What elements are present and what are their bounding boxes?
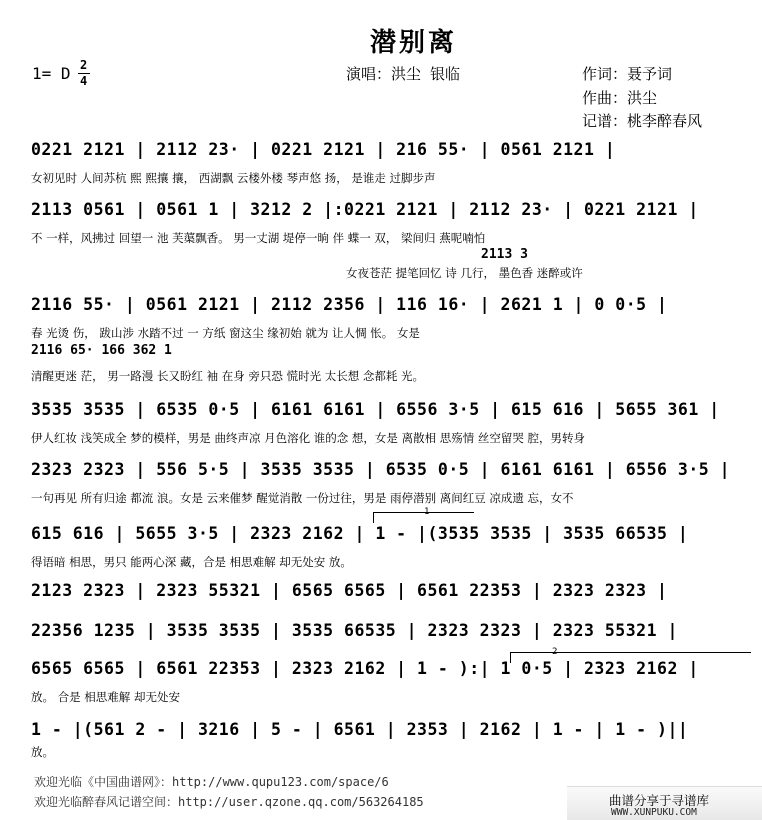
lyrics-row-6: 得语暗 相思，男只 能两心深 藏，合是 相思难解 却无处安 放。 — [31, 555, 352, 569]
score-row-9: 6565 6565 | 6561 22353 | 2323 2162 | 1 - ):| 1 0·5 | 2323 2162 | — [31, 659, 699, 678]
score-row-1: 0221 2121 | 2112 23· | 0221 2121 | 216 55· | 0561 2121 | — [31, 140, 616, 159]
lyrics-row-3: 春 光烫 伤， 跋山涉 水踏不过 一 方纸 窗这尘 缘初始 就为 让人惆 怅。 女是 — [31, 326, 420, 340]
lyrics-row-3-verse2: 清醒更迷 茫， 男一路漫 长又盼红 袖 在身 旁只恐 慌时光 太长想 念都耗 光。 — [31, 369, 425, 383]
volta-number-2: 2 — [552, 647, 558, 657]
lyrics-row-5: 一句再见 所有归途 都流 浪。女是 云来催梦 醒觉消散 一份过往，男是 雨停潜别 离间红豆 凉成遗 忘，女不 — [31, 491, 574, 505]
transcriber: 记谱：桃李醉春风 — [582, 112, 703, 130]
lyrics-row-2-verse2: 女夜苍茫 提笔回忆 诗 几行， 墨色香 迷醉或许 — [346, 266, 583, 280]
lyrics-row-2: 不 一样，风拂过 回望一 池 芙蕖飘香。 男一丈湖 堤停一晌 伴 蝶一 双， 梁间归 燕呢喃怕 — [31, 231, 486, 245]
lyrics-row-1: 女初见时 人间苏杭 熙 熙攘 攘， 西湖飘 云楼外楼 琴声悠 扬， 是谁走 过脚步声 — [31, 171, 436, 185]
time-signature-numerator: 2 — [80, 58, 88, 72]
lyrics-row-10: 放。 — [31, 745, 54, 759]
score-row-4: 3535 3535 | 6535 0·5 | 6161 6161 | 6556 3·5 | 615 616 | 5655 361 | — [31, 400, 720, 419]
alt-score-row-2: 2113 3 — [481, 247, 528, 262]
watermark-badge — [567, 786, 762, 820]
watermark-title: 曲谱分享于寻谱库 — [609, 793, 710, 808]
song-title: 潜别离 — [370, 28, 458, 58]
alt-score-row-3: 2116 65· 166 362 1 — [31, 343, 172, 358]
lyrics-row-4: 伊人红妆 浅笑成全 梦的模样，男是 曲终声凉 月色溶化 谁的念 想，女是 离散相 思殇情 丝空留哭 腔，男转身 — [31, 431, 586, 445]
score-row-10: 1 - |(561 2 - | 3216 | 5 - | 6561 | 2353 | 2162 | 1 - | 1 - )|| — [31, 720, 689, 739]
score-row-6: 615 616 | 5655 3·5 | 2323 2162 | 1 - |(3535 3535 | 3535 66535 | — [31, 524, 689, 543]
time-signature-denominator: 4 — [80, 74, 88, 88]
score-row-7: 2123 2323 | 2323 55321 | 6565 6565 | 6561 22353 | 2323 2323 | — [31, 581, 668, 600]
volta-number-1: 1 — [424, 507, 430, 517]
lyrics-row-9: 放。 合是 相思难解 却无处安 — [31, 690, 180, 704]
key-signature: 1= D — [32, 64, 71, 83]
footer-link-2[interactable]: 欢迎光临醉春风记谱空间：http://user.qzone.qq.com/563264185 — [34, 795, 424, 809]
score-row-2: 2113 0561 | 0561 1 | 3212 2 |:0221 2121 | 2112 23· | 0221 2121 | — [31, 200, 699, 219]
score-row-3: 2116 55· | 0561 2121 | 2112 2356 | 116 16· | 2621 1 | 0 0·5 | — [31, 295, 668, 314]
composer: 作曲：洪尘 — [582, 89, 658, 107]
score-row-8: 22356 1235 | 3535 3535 | 3535 66535 | 2323 2323 | 2323 55321 | — [31, 621, 678, 640]
lyricist: 作词：聂予词 — [582, 65, 673, 83]
watermark-url: WWW.XUNPUKU.COM — [611, 807, 697, 818]
footer-link-1[interactable]: 欢迎光临《中国曲谱网》：http://www.qupu123.com/space/6 — [34, 775, 389, 789]
score-row-5: 2323 2323 | 556 5·5 | 3535 3535 | 6535 0·5 | 6161 6161 | 6556 3·5 | — [31, 460, 731, 479]
singers: 演唱：洪尘 银临 — [346, 65, 461, 83]
